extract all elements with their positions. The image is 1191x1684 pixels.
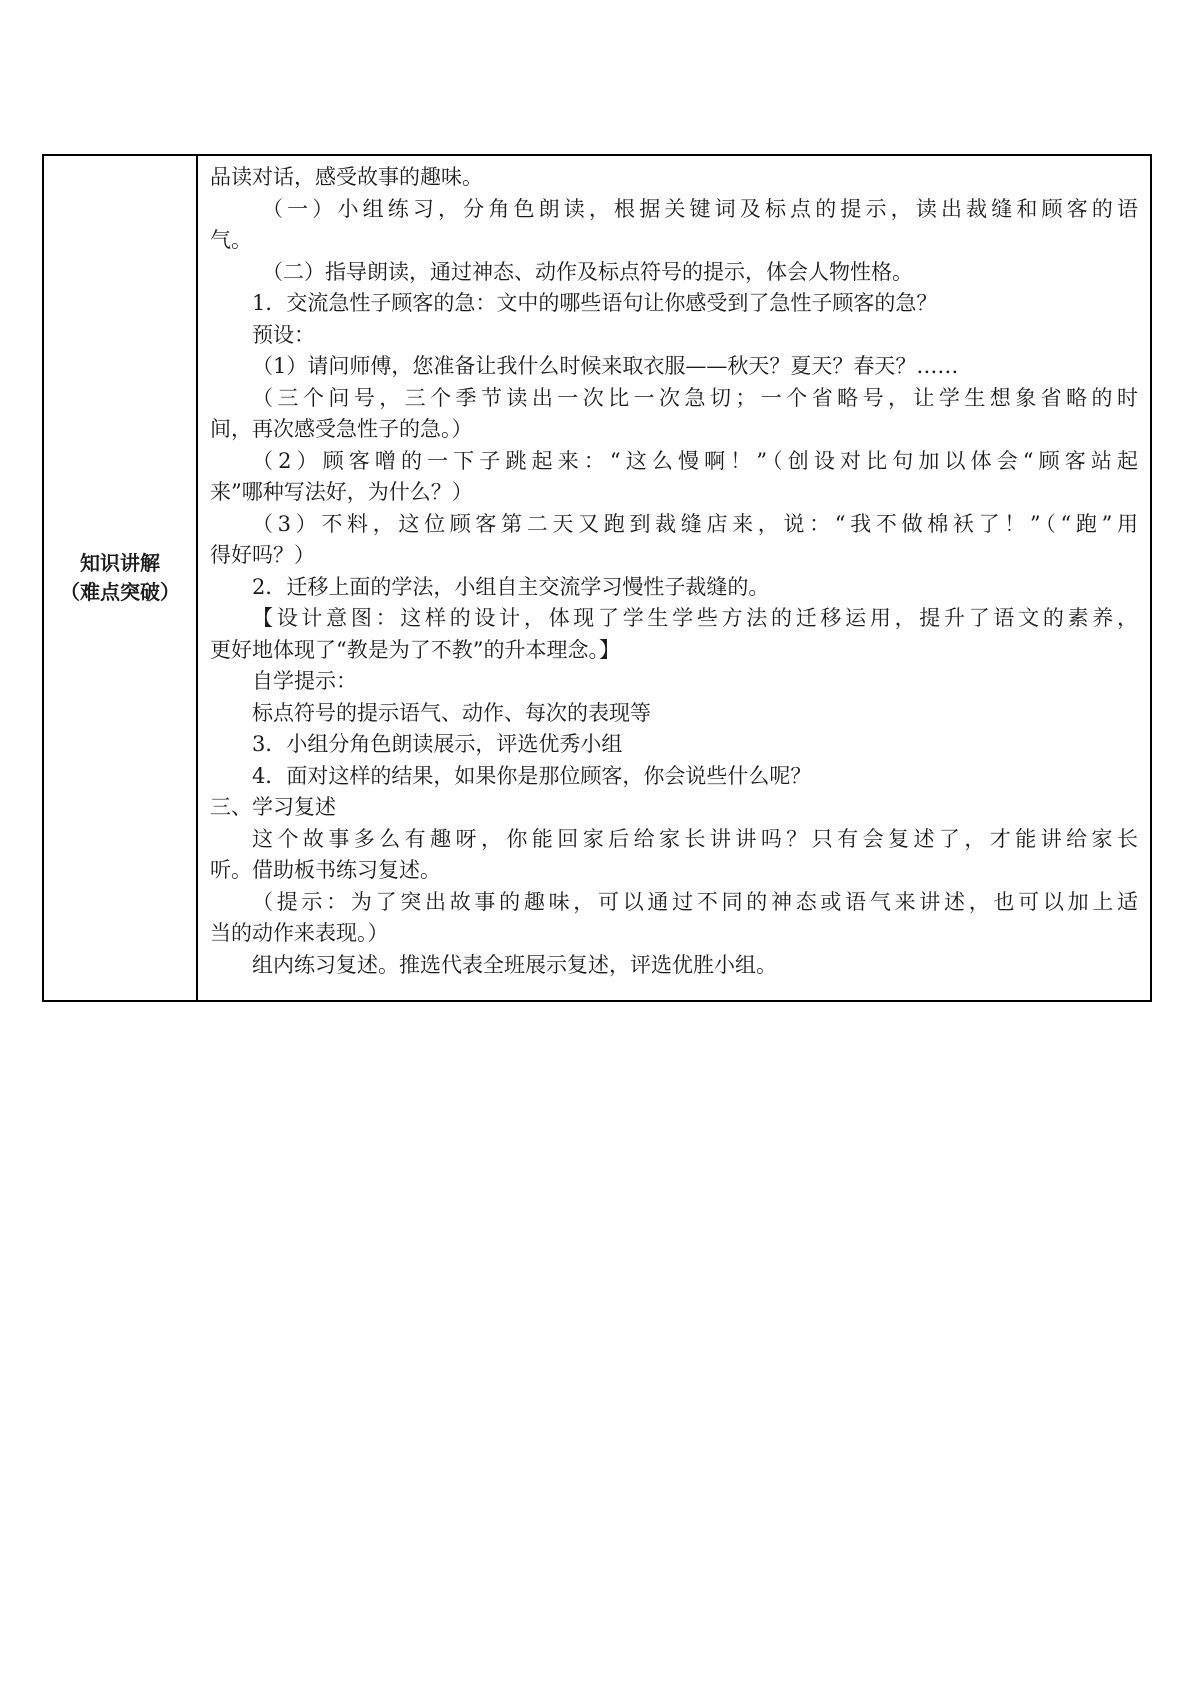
content-line: 4．面对这样的结果，如果你是那位顾客，你会说些什么呢？ [252, 763, 812, 788]
content-line: （一）小组练习，分角色朗读，根据关键词及标点的提示，读出裁缝和顾客的语 [262, 196, 1138, 221]
section-label-title: 知识讲解 [80, 551, 160, 575]
content-line: 组内练习复述。推选代表全班展示复述，评选优胜小组。 [252, 952, 777, 977]
content-line: （提示：为了突出故事的趣味，可以通过不同的神态或语气来讲述，也可以加上适 [252, 889, 1138, 914]
content-line: 得好吗？） [210, 543, 315, 567]
content-line: 3．小组分角色朗读展示，评选优秀小组 [252, 732, 623, 756]
content-line: 气。 [210, 228, 252, 252]
section-label-cell [44, 156, 198, 1000]
content-line: 更好地体现了“教是为了不教”的升本理念。】 [210, 637, 620, 662]
content-line: （3）不料，这位顾客第二天又跑到裁缝店来，说：“我不做棉袄了！”（“跑”用 [252, 511, 1138, 536]
content-line: （三个问号，三个季节读出一次比一次急切；一个省略号，让学生想象省略的时 [252, 385, 1138, 410]
section-label-subtitle: （难点突破） [60, 580, 180, 604]
content-line: 听。借助板书练习复述。 [210, 858, 441, 882]
content-line: （1）请问师傅，您准备让我什么时候来取衣服——秋天？夏天？春天？…… [252, 354, 959, 378]
content-line: 标点符号的提示语气、动作、每次的表现等 [252, 700, 651, 725]
content-line: 1．交流急性子顾客的急：文中的哪些语句让你感受到了急性子顾客的急？ [252, 291, 938, 315]
content-line: 来”哪种写法好，为什么？） [210, 480, 473, 504]
content-line: 2．迁移上面的学法，小组自主交流学习慢性子裁缝的。 [252, 574, 770, 599]
content-line: （2）顾客噌的一下子跳起来：“这么慢啊！”（创设对比句加以体会“顾客站起 [252, 448, 1138, 473]
content-line: 当的动作来表现。） [210, 921, 389, 945]
content-line: 预设： [252, 322, 315, 347]
content-line: 自学提示： [252, 669, 357, 693]
content-line: 品读对话，感受故事的趣味。 [210, 165, 483, 189]
content-line: 这个故事多么有趣呀，你能回家后给家长讲讲吗？只有会复述了，才能讲给家长 [252, 826, 1138, 851]
content-line: 三、学习复述 [210, 795, 336, 819]
lesson-table [42, 154, 1152, 1002]
content-line: 间，再次感受急性子的急。） [210, 417, 473, 441]
content-cell [198, 156, 1150, 1000]
content-line: （二）指导朗读，通过神态、动作及标点符号的提示，体会人物性格。 [262, 259, 913, 284]
content-line: 【设计意图：这样的设计，体现了学生学些方法的迁移运用，提升了语文的素养， [252, 606, 1138, 630]
